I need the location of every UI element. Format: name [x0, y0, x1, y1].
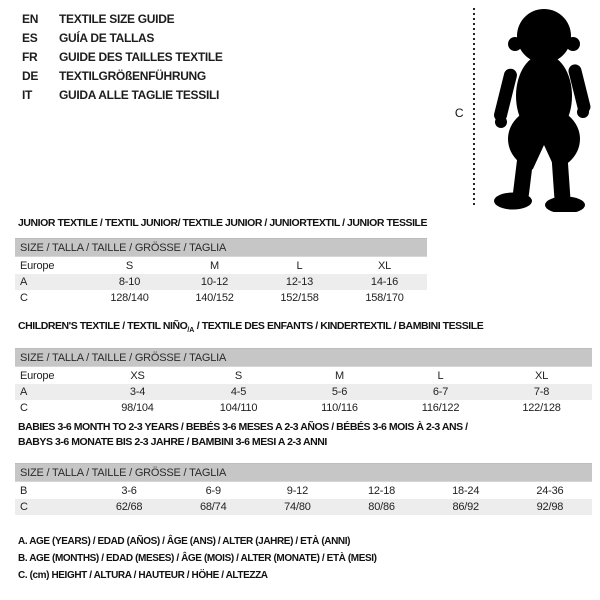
size-value-cell: 8-10	[87, 274, 172, 290]
table-row	[15, 367, 592, 385]
section-heading-junior	[18, 216, 427, 231]
language-code: EN	[22, 11, 39, 26]
heading-text: /A	[187, 327, 195, 335]
size-value-cell: 92/98	[508, 499, 592, 515]
language-code: FR	[22, 49, 38, 64]
size-value-cell: 24-36	[536, 484, 564, 497]
size-value-cell: 12-18	[367, 484, 396, 497]
language-title-list	[22, 9, 223, 104]
row-label: Europe	[20, 369, 55, 382]
size-value-cell: 74/80	[255, 499, 339, 515]
size-value-cell: 3-4	[87, 384, 188, 400]
size-value-cell: M	[335, 369, 344, 382]
size-value-cell: 128/140	[110, 292, 149, 304]
heading-text: JUNIOR TEXTILE / TEXTIL JUNIOR/ TEXTILE JUNIOR / JUNIORTEXTIL / JUNIOR TESSILE	[18, 217, 428, 229]
size-value-cell: 6-7	[390, 384, 491, 400]
size-value-cell: 10-12	[172, 274, 257, 290]
size-value-cell: 116/122	[421, 402, 460, 414]
legend-notes	[18, 533, 377, 584]
table-row	[15, 290, 427, 306]
section-heading-children	[18, 319, 483, 338]
table-row	[15, 482, 592, 500]
size-value-cell: XL	[534, 369, 549, 382]
heading-text: BABYS 3-6 MONATE BIS 2-3 JAHRE / BAMBINI 3-6 MESI A 2-3 ANNI	[18, 436, 327, 448]
language-row	[22, 66, 223, 85]
size-bar-label: SIZE / TALLA / TAILLE / GRÖSSE / TAGLIA	[15, 239, 427, 257]
size-bar-label: SIZE / TALLA / TAILLE / GRÖSSE / TAGLIA	[15, 464, 592, 482]
baby-silhouette-icon	[486, 4, 598, 212]
size-value-cell: 140/152	[195, 292, 234, 304]
heading-text: BABIES 3-6 MONTH TO 2-3 YEARS / BEBÉS 3-6 MESES A 2-3 AÑOS / BÉBÉS 3-6 MOIS À 2-3 ANS /	[18, 421, 468, 433]
children-size-table	[15, 348, 592, 416]
size-bar-row	[15, 464, 592, 482]
babies-size-table	[15, 463, 592, 515]
size-bar-label: SIZE / TALLA / TAILLE / GRÖSSE / TAGLIA	[15, 349, 592, 367]
language-code: DE	[22, 68, 39, 83]
language-title: TEXTILGRÖßENFÜHRUNG	[59, 68, 206, 83]
language-title: GUIDE DES TAILLES TEXTILE	[59, 49, 223, 64]
size-value-cell: 152/158	[280, 292, 319, 304]
section-heading-babies	[18, 420, 578, 450]
size-value-cell: 4-5	[188, 384, 289, 400]
size-value-cell: XL	[377, 259, 392, 272]
row-label: B	[20, 484, 28, 497]
language-row	[22, 28, 223, 47]
table-row	[15, 257, 427, 275]
section-heading-line	[18, 435, 578, 450]
size-value-cell: 110/116	[321, 402, 358, 414]
size-value-cell: 18-24	[452, 484, 480, 497]
size-value-cell: 104/110	[219, 402, 258, 414]
section-heading-line	[18, 319, 483, 338]
legend-note-c: C. (cm) HEIGHT / ALTURA / HAUTEUR / HÖHE / ALTEZZA	[18, 570, 268, 581]
row-label: Europe	[20, 259, 55, 272]
size-value-cell: 7-8	[491, 384, 592, 400]
size-value-cell: L	[437, 369, 444, 382]
language-title: TEXTILE SIZE GUIDE	[59, 11, 175, 26]
table-row	[15, 274, 427, 290]
size-value-cell: 62/68	[87, 499, 171, 515]
height-measure-label: C	[454, 106, 464, 120]
row-label: C	[20, 402, 28, 414]
table-row	[15, 499, 592, 515]
size-value-cell: 12-13	[257, 274, 342, 290]
size-value-cell: 122/128	[522, 402, 561, 414]
size-value-cell: 5-6	[289, 384, 390, 400]
size-value-cell: 158/170	[365, 292, 404, 304]
language-code: ES	[22, 30, 38, 45]
heading-text: / TEXTILE DES ENFANTS / KINDERTEXTIL / BAMBINI TESSILE	[194, 320, 484, 332]
section-heading-line	[18, 420, 578, 435]
size-value-cell: 86/92	[424, 499, 508, 515]
table-row	[15, 384, 592, 400]
language-row	[22, 85, 223, 104]
language-row	[22, 9, 223, 28]
size-value-cell: S	[125, 259, 134, 272]
row-label: A	[15, 274, 87, 290]
language-code: IT	[22, 87, 33, 102]
section-heading-line	[18, 216, 427, 231]
row-label: A	[15, 384, 87, 400]
table-row	[15, 400, 592, 416]
size-value-cell: M	[210, 259, 219, 272]
heading-text: CHILDREN'S TEXTILE / TEXTIL NIÑO	[18, 320, 188, 332]
size-bar-row	[15, 239, 427, 257]
size-value-cell: L	[296, 259, 303, 272]
size-value-cell: S	[234, 369, 243, 382]
size-value-cell: 98/104	[121, 402, 154, 414]
language-row	[22, 47, 223, 66]
size-value-cell: 80/86	[339, 499, 423, 515]
junior-size-table	[15, 238, 427, 306]
legend-note-a: A. AGE (YEARS) / EDAD (AÑOS) / ÂGE (ANS) / ALTER (JAHRE) / ETÀ (ANNI)	[18, 536, 351, 547]
size-value-cell: 6-9	[205, 484, 221, 497]
size-value-cell: 14-16	[342, 274, 427, 290]
language-title: GUIDA ALLE TAGLIE TESSILI	[59, 87, 220, 102]
height-measure-dashed-line	[473, 8, 475, 207]
row-label: C	[15, 499, 87, 515]
size-value-cell: 68/74	[171, 499, 255, 515]
size-value-cell: 9-12	[286, 484, 308, 497]
legend-note-b: B. AGE (MONTHS) / EDAD (MESES) / ÂGE (MOIS) / ALTER (MONATE) / ETÀ (MESI)	[18, 553, 377, 564]
row-label: C	[20, 292, 28, 304]
size-value-cell: 3-6	[121, 484, 137, 497]
language-title: GUÍA DE TALLAS	[59, 30, 155, 45]
size-value-cell: XS	[130, 369, 145, 382]
size-bar-row	[15, 349, 592, 367]
